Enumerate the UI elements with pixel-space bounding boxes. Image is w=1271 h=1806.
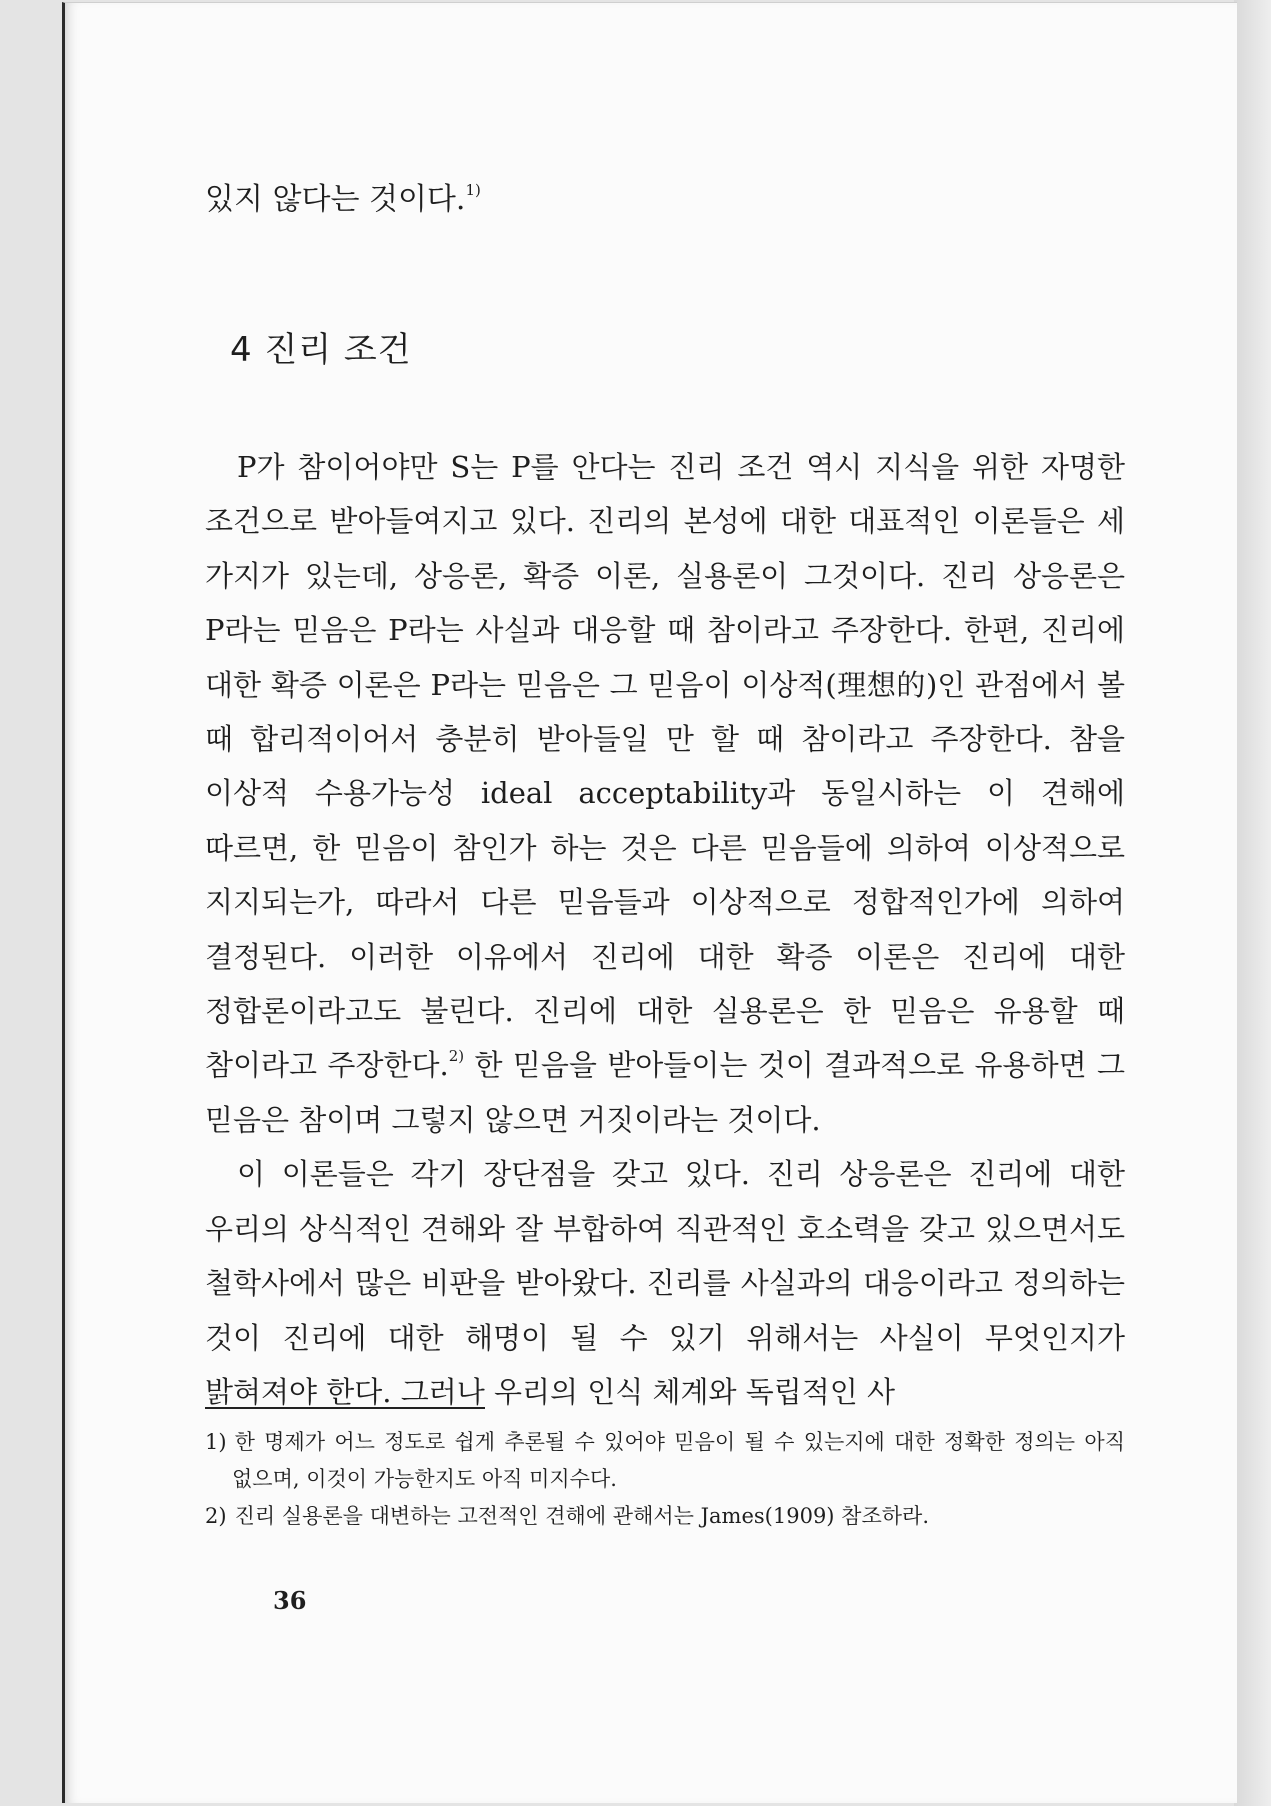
section-heading: 4 진리 조건 [230,330,412,370]
page-edge-shadow [1234,0,1271,1806]
body-text [205,440,1125,1419]
footnote-ref-2: 2) [448,1047,465,1066]
paragraph-1-text: P가 참이어야만 S는 P를 안다는 진리 조건 역시 지식을 위한 자명한 조건으로 받아들여지고 있다. 진리의 본성에 대한 대표적인 이론들은 세 가지가 있는데, 상응론, 확증 이론, 실용론이 그것이다. 진리 상응론은 P라는 믿음은 P라는 사실과 대응할 때 참이라고 주장한다. 한편, 진리에 대한 확증 이론은 P라는 믿음은 그 믿음이 이상적(理想的)인 관점에서 볼 때 합리적이어서 충분히 받아들일 만 할 때 참이라고 주장한다. 참을 이상적 수용가능성 ideal acceptability과 동일시하는 이 견해에 따르면, 한 믿음이 참인가 하는 것은 다른 믿음들에 의하여 이상적으로 지지되는가, 따라서 다른 믿음들과 이상적으로 정합적인가에 의하여 결정된다. 이러한 이유에서 진리에 대한 확증 이론은 진리에 대한 정합론이라고도 불린다. 진리에 대한 실용론은 한 믿음은 유용할 때 참이라고 주장한다. [205,450,1125,1083]
footnote-divider [205,1407,485,1409]
paragraph-1-text-cont: 한 믿음을 받아들이는 것이 결과적으로 유용하면 그 믿음은 참이며 그렇지 않으면 거짓이라는 것이다. [205,1048,1125,1137]
page-number: 36 [273,1586,307,1615]
continuation-line [205,180,481,220]
footnote-1-number: 1) [205,1430,227,1454]
footnote-ref-1: 1) [465,181,481,199]
paragraph-1 [205,440,1125,1147]
paragraph-2: 이 이론들은 각기 장단점을 갖고 있다. 진리 상응론은 진리에 대한 우리의 상식적인 견해와 잘 부합하여 직관적인 호소력을 갖고 있으면서도 철학사에서 많은 비판을 받아왔다. 진리를 사실과의 대응이라고 정의하는 것이 진리에 대한 해명이 될 수 있기 위해서는 사실이 무엇인지가 밝혀져야 한다. 그러나 우리의 인식 체계와 독립적인 사 [205,1157,1125,1409]
footnote-2 [205,1498,1125,1535]
continuation-text: 있지 않다는 것이다. [205,182,466,217]
footnote-2-number: 2) [205,1504,227,1528]
footnote-2-text: 진리 실용론을 대변하는 고전적인 견해에 관해서는 James(1909) 참조하라. [234,1504,929,1528]
footnote-1-text: 한 명제가 어느 정도로 쉽게 추론될 수 있어야 믿음이 될 수 있는지에 대한 정확한 정의는 아직 없으며, 이것이 가능한지도 아직 미지수다. [232,1430,1125,1491]
footnote-1 [205,1424,1125,1498]
footnotes [205,1424,1125,1535]
